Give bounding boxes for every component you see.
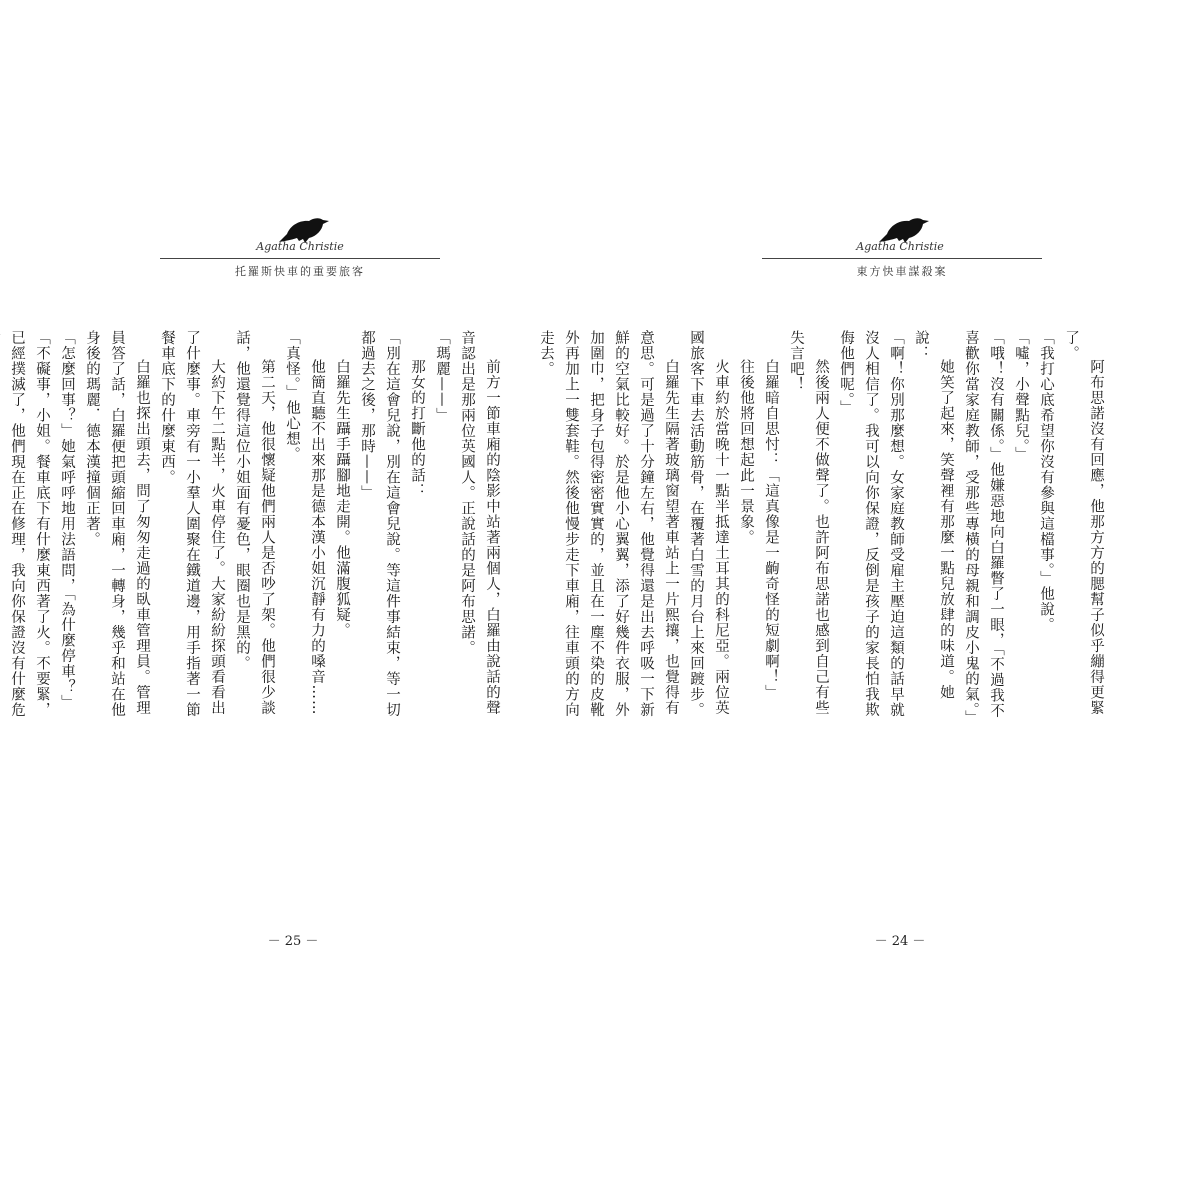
running-head: 托羅斯快車的重要旅客 [235, 265, 365, 278]
paragraph: 白羅暗自思忖：「這真像是一齣奇怪的短劇啊！」 [763, 359, 779, 700]
paragraph: 大約下午二點半，火車停住了。大家紛紛探頭看看出了什麼事。車旁有一小羣人圍聚在鐵道邊，用手指著一節餐車底下的什麼東西。 [159, 330, 225, 718]
page-number: － 25 － [267, 934, 319, 949]
running-header [0, 200, 600, 280]
header-rule [160, 258, 440, 259]
paragraph: 「啊！你別那麼想。女家庭教師受雇主壓迫這類的話早就沒人相信了。我可以向你保證，反倒是孩子的家長怕我欺侮他們呢。」 [838, 330, 904, 718]
author-signature: Agatha Christie [856, 240, 944, 253]
paragraph: 然後兩人便不做聲了。也許阿布思諾也感到自己有些失言吧！ [788, 330, 829, 716]
author-signature: Agatha Christie [256, 240, 344, 253]
paragraph: 「別在這會兒說，別在這會兒說。等這件事結束，等一切都過去之後，那時——」 [359, 330, 400, 718]
paragraph: 白羅先生躡手躡腳地走開。他滿腹狐疑。 [334, 359, 350, 638]
paragraph: 她笑了起來，笑聲裡有那麼一點兒放肆的味道。她說： [913, 330, 954, 700]
page-number: － 24 － [874, 934, 926, 949]
paragraph: 火車約於當晚十一點半抵達土耳其的科尼亞。兩位英國旅客下車去活動筋骨，在覆著白雪的月台上來回踱步。 [688, 330, 729, 718]
paragraph: 「不礙事，小姐。餐車底下有什麼東西著了火。不要緊，已經撲滅了，他們現在正在修理，我向你保證沒有什麼危 [9, 330, 50, 718]
paragraph: 「噓，小聲點兒。」 [1013, 330, 1029, 463]
paragraph: 他簡直聽不出來那是德本漢小姐沉靜有力的嗓音……「真怪。」他心想。 [284, 330, 325, 716]
paragraph: 白羅也探出頭去，問了匆匆走過的臥車管理員。管理員答了話，白羅便把頭縮回車廂，一轉身，幾乎和站在他身後的瑪麗．德本漢撞個正著。 [84, 330, 150, 718]
paragraph: 阿布思諾沒有回應，他那方方的腮幫子似乎繃得更緊了。 [1063, 330, 1104, 716]
body-text [538, 330, 1108, 730]
paragraph: 往後他將回想起此一景象。 [738, 359, 754, 545]
paragraph: 第二天，他很懷疑他們兩人是否吵了架。他們很少談話，他還覺得這位小姐面有憂色，眼圈也是黑的。 [234, 330, 275, 716]
right-page [538, 0, 1200, 1200]
paragraph: 白羅先生隔著玻璃窗望著車站上一片熙攘，也覺得有意思。可是過了十分鐘左右，他覺得還是出去呼吸一下新鮮的空氣比較好。於是他小心翼翼，添了好幾件衣服，外加圍巾，把身子包得密密實實的，並且在一塵不染的皮靴外再加上一雙套鞋。然後他慢步走下車廂，往車頭的方向走去。 [538, 330, 679, 718]
paragraph: 「我打心底希望你沒有參與這檔事。」他說。 [1038, 330, 1054, 633]
running-header [600, 200, 1200, 280]
paragraph: 「瑪麗——」 [434, 330, 450, 423]
body-text [9, 330, 504, 730]
paragraph: 那女的打斷他的話： [409, 359, 425, 499]
paragraph: 「哦！沒有關係。」他嫌惡地向白羅瞥了一眼，「不過我不喜歡你當家庭教師，受那些專橫的母親和調皮小鬼的氣。」 [963, 330, 1004, 726]
paragraph: 前方一節車廂的陰影中站著兩個人，白羅由說話的聲音認出是那兩位英國人。正說話的是阿布思諾。 [459, 330, 500, 716]
paragraph: 「怎麼回事？」她氣呼呼地用法語問，「為什麼停車？」 [59, 330, 75, 711]
running-head: 東方快車謀殺案 [856, 265, 948, 278]
header-rule [762, 258, 1042, 259]
